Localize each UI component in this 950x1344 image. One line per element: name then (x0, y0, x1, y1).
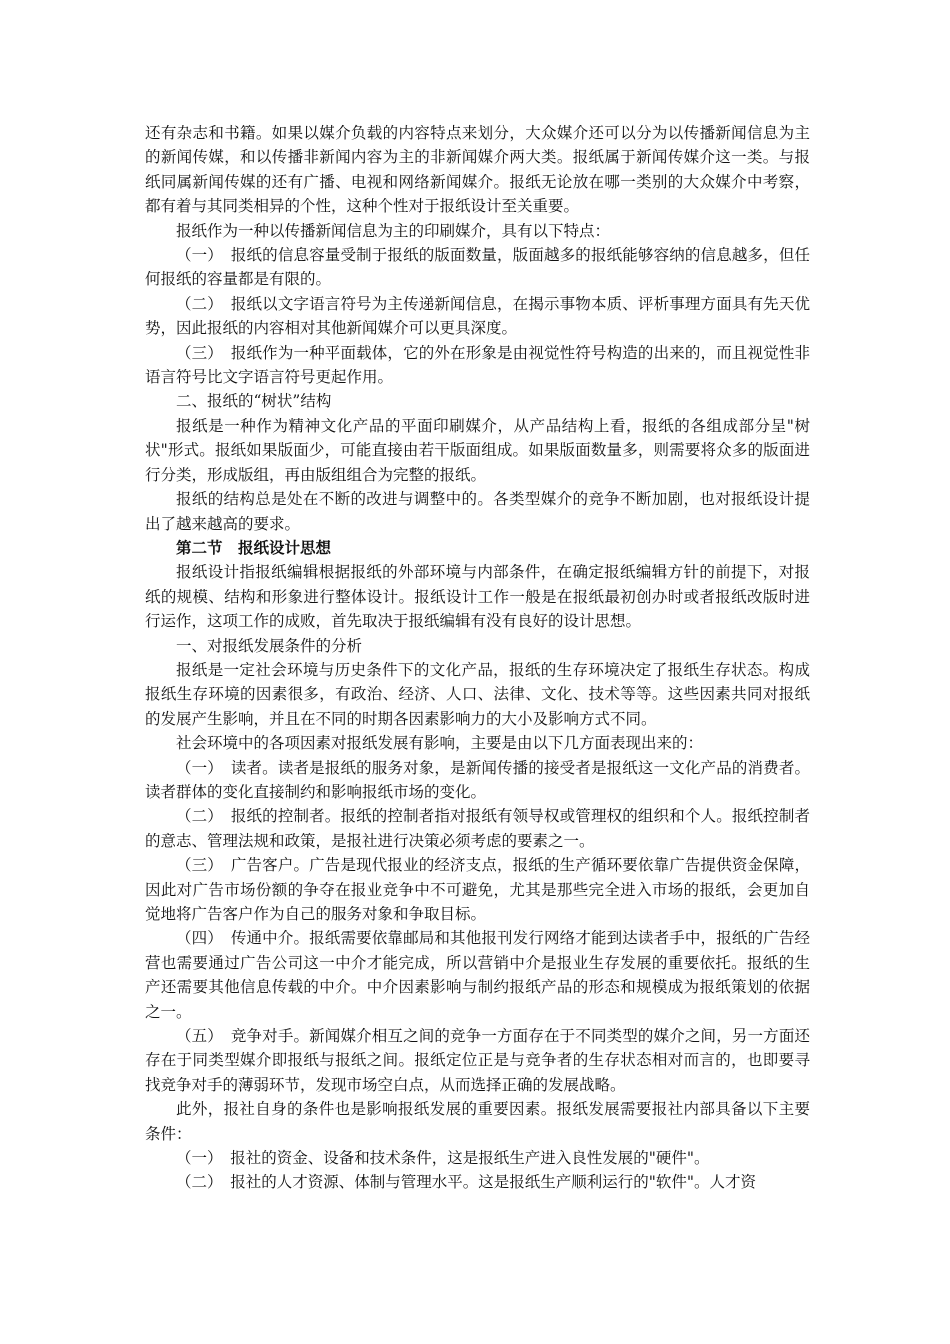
paragraph: 还有杂志和书籍。如果以媒介负载的内容特点来划分，大众媒介还可以分为以传播新闻信息为主的新闻传媒，和以传播非新闻内容为主的非新闻媒介两大类。报纸属于新闻传媒介这一类。与报纸同属新闻传媒的还有广播、电视和网络新闻媒介。报纸无论放在哪一类别的大众媒介中考察，都有着与其同类相异的个性，这种个性对于报纸设计至关重要。 (145, 124, 810, 216)
section-heading: 二、报纸的“树状”结构 (176, 392, 332, 411)
section-heading: 一、对报纸发展条件的分析 (176, 636, 363, 655)
list-item: （二） 报纸以文字语言符号为主传递新闻信息，在揭示事物本质、评析事理方面具有先天优势，因此报纸的内容相对其他新闻媒介可以更具深度。 (145, 294, 810, 338)
list-item: （二） 报社的人才资源、体制与管理水平。这是报纸生产顺利运行的"软件"。人才资 (176, 1173, 757, 1192)
list-item: （一） 报纸的信息容量受制于报纸的版面数量，版面越多的报纸能够容纳的信息越多，但任何报纸的容量都是有限的。 (145, 246, 810, 289)
chapter-heading: 第二节 报纸设计思想 (176, 537, 332, 557)
list-item: （三） 广告客户。广告是现代报业的经济支点，报纸的生产循环要依靠广告提供资金保障，因此对广告市场份额的争夺在报业竞争中不可避免，尤其是那些完全进入市场的报纸，会更加自觉地将广告客户作为自己的服务对象和争取目标。 (145, 856, 810, 923)
list-item: （三） 报纸作为一种平面载体，它的外在形象是由视觉性符号构造的出来的，而且视觉性非语言符号比文字语言符号更起作用。 (145, 343, 810, 387)
paragraph: 此外，报社自身的条件也是影响报纸发展的重要因素。报纸发展需要报社内部具备以下主要条件： (145, 1100, 810, 1143)
paragraph: 报纸的结构总是处在不断的改进与调整中的。各类型媒介的竞争不断加剧，也对报纸设计提出了越来越高的要求。 (145, 490, 810, 533)
list-item: （五） 竞争对手。新闻媒介相互之间的竞争一方面存在于不同类型的媒介之间，另一方面还存在于同类型媒介即报纸与报纸之间。报纸定位正是与竞争者的生存状态相对而言的，也即要寻找竞争对手的薄弱环节，发现市场空白点，从而选择正确的发展战略。 (145, 1027, 810, 1094)
document-body (145, 121, 810, 1195)
paragraph: 报纸是一定社会环境与历史条件下的文化产品，报纸的生存环境决定了报纸生存状态。构成报纸生存环境的因素很多，有政治、经济、人口、法律、文化、技术等等。这些因素共同对报纸的发展产生影响，并且在不同的时期各因素影响力的大小及影响方式不同。 (145, 660, 810, 728)
list-item: （二） 报纸的控制者。报纸的控制者指对报纸有领导权或管理权的组织和个人。报纸控制者的意志、管理法规和政策，是报社进行决策必须考虑的要素之一。 (145, 807, 810, 850)
list-item: （一） 读者。读者是报纸的服务对象，是新闻传播的接受者是报纸这一文化产品的消费者。读者群体的变化直接制约和影响报纸市场的变化。 (145, 758, 810, 801)
paragraph: 报纸作为一种以传播新闻信息为主的印刷媒介，具有以下特点： (176, 221, 611, 240)
list-item: （四） 传通中介。报纸需要依靠邮局和其他报刊发行网络才能到达读者手中，报纸的广告经营也需要通过广告公司这一中介才能完成，所以营销中介是报业生存发展的重要依托。报纸的生产还需要其他信息传载的中介。中介因素影响与制约报纸产品的形态和规模成为报纸策划的依据之一。 (145, 929, 810, 1021)
list-item: （一） 报社的资金、设备和技术条件，这是报纸生产进入良性发展的"硬件"。 (176, 1149, 710, 1168)
paragraph: 报纸设计指报纸编辑根据报纸的外部环境与内部条件，在确定报纸编辑方针的前提下，对报纸的规模、结构和形象进行整体设计。报纸设计工作一般是在报纸最初创办时或者报纸改版时进行运作，这项工作的成败，首先取决于报纸编辑有没有良好的设计思想。 (145, 563, 810, 631)
paragraph: 社会环境中的各项因素对报纸发展有影响，主要是由以下几方面表现出来的： (176, 734, 704, 753)
paragraph: 报纸是一种作为精神文化产品的平面印刷媒介，从产品结构上看，报纸的各组成部分呈"树状"形式。报纸如果版面少，可能直接由若干版面组成。如果版面数量多，则需要将众多的版面进行分类，形成版组，再由版组组合为完整的报纸。 (145, 416, 810, 484)
